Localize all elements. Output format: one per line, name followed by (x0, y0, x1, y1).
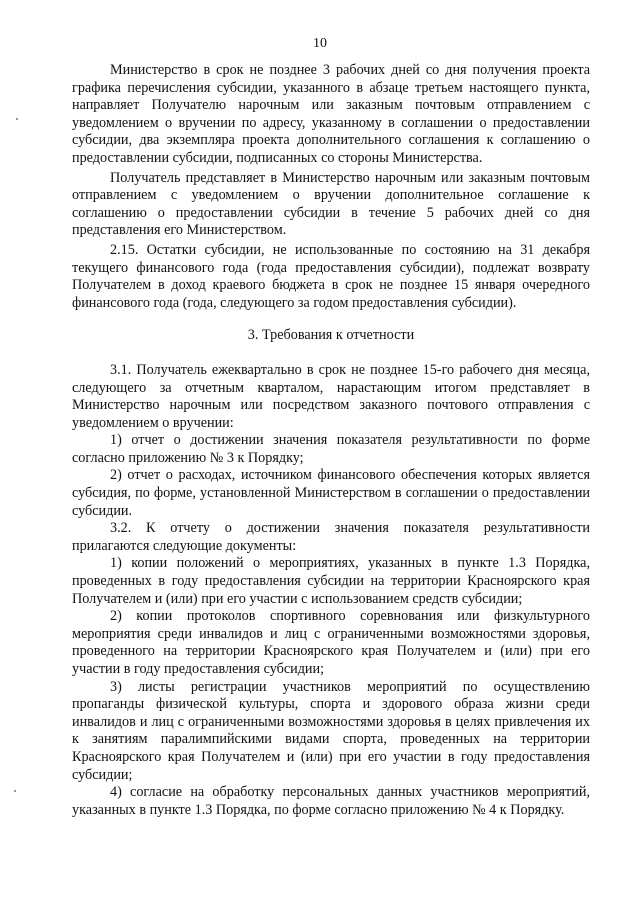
section-heading: 3. Требования к отчетности (247, 327, 415, 344)
paragraph: Министерство в срок не позднее 3 рабочих дней со дня получения проекта графика перечисления субсидии, указанного в абзаце третьем настоящего пункта, направляет Получателю нарочным или заказным почтовым отправлением с уведомлением о вручении по адресу, указанному в соглашении о предоставлении субсидии, два экземпляра проекта дополнительного соглашения к соглашению о предоставлении субсидии, подписанных со стороны Министерства. (72, 62, 590, 166)
list-item: 3) листы регистрации участников мероприятий по осуществлению пропаганды физической культуры, спорта и здорового образа жизни среди инвалидов и лиц с ограниченными возможностями здоровья в целях привлечения их к занятиям паралимпийскими видами спорта, проведенных на территории Красноярского края Получателем и (или) при его участии в году предоставления субсидии; (72, 678, 590, 783)
scan-speck (16, 118, 18, 120)
paragraph: 2.15. Остатки субсидии, не использованные по состоянию на 31 декабря текущего финансового года (года предоставления субсидии), подлежат возврату Получателем в доход краевого бюджета в срок не позднее 15 января очередного финансового года (года, следующего за годом предоставления субсидии). (72, 241, 590, 311)
list-item: 2) копии протоколов спортивного соревнования или физкультурного мероприятия среди инвалидов и лиц с ограниченными возможностями здоровья, проведенного на территории Красноярского края Получателем и (или) при его участии в году предоставления субсидии; (72, 608, 590, 677)
list-item: 4) согласие на обработку персональных данных участников мероприятий, указанных в пункте 1.3 Порядка, по форме согласно приложению № 4 к Порядку. (72, 784, 590, 818)
document-body (72, 62, 590, 819)
paragraph: 3.2. К отчету о достижении значения показателя результативности прилагаются следующие документы: (72, 520, 590, 554)
page-number: 10 (313, 36, 327, 51)
list-item: 1) копии положений о мероприятиях, указанных в пункте 1.3 Порядка, проведенных в году предоставления субсидии на территории Красноярского края Получателем и (или) при его участии с использованием средств субсидии; (72, 555, 590, 607)
list-item: 1) отчет о достижении значения показателя результативности по форме согласно приложению № 3 к Порядку; (72, 432, 590, 466)
paragraph: Получатель представляет в Министерство нарочным или заказным почтовым отправлением с уведомлением о вручении дополнительное соглашение к соглашению о предоставлении субсидии в течение 5 рабочих дней со дня представления его Министерством. (72, 169, 590, 239)
list-item: 2) отчет о расходах, источником финансового обеспечения которых является субсидия, по форме, установленной Министерством в соглашении о предоставлении субсидии. (72, 467, 590, 519)
scan-speck (14, 790, 16, 792)
paragraph: 3.1. Получатель ежеквартально в срок не позднее 15-го рабочего дня месяца, следующего за отчетным кварталом, нарастающим итогом представляет в Министерство нарочным или посредством заказного почтового отправления с уведомлением о вручении: (72, 361, 590, 431)
